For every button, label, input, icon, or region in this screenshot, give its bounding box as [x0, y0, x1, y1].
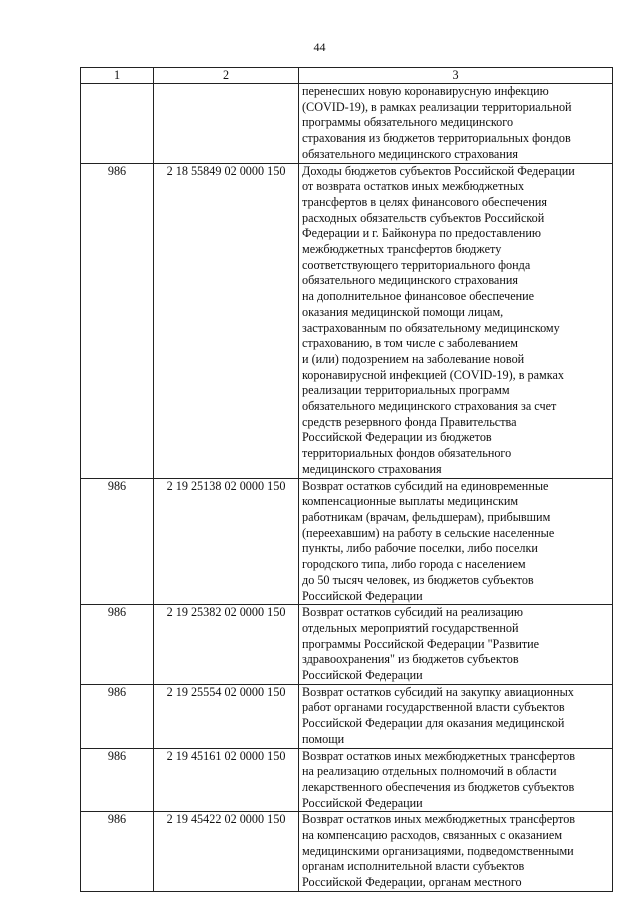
description-line: Российской Федерации [302, 588, 423, 603]
description-line: страхованию, в том числе с заболеванием [302, 336, 519, 351]
column-header-3: 3 [299, 68, 613, 84]
description-line: Российской Федерации, органам местного [302, 875, 522, 890]
admin-code-cell: 986 [81, 478, 154, 605]
admin-code-cell: 986 [81, 748, 154, 812]
description-line: на компенсацию расходов, связанных с оказанием [302, 828, 563, 843]
description-cell [299, 84, 613, 164]
description-line: трансфертов в целях финансового обеспечения [302, 194, 547, 209]
description-line: обязательного медицинского страхования [302, 146, 518, 161]
description-line: на реализацию отдельных полномочий в области [302, 764, 557, 779]
table-header-row [81, 68, 613, 84]
description-line: территориальных фондов обязательного [302, 446, 512, 461]
column-header-1: 1 [81, 68, 154, 84]
description-line: расходных обязательств субъектов Российской [302, 210, 545, 225]
budget-code-table [80, 67, 613, 892]
description-line: обязательного медицинского страхования за счет [302, 399, 557, 414]
admin-code-cell: 986 [81, 812, 154, 892]
budget-classification-code-cell [154, 84, 299, 164]
table-row [81, 605, 613, 685]
table-row [81, 748, 613, 812]
description-line: на дополнительное финансовое обеспечение [302, 289, 535, 304]
description-line: Возврат остатков субсидий на реализацию [302, 605, 523, 620]
description-line: работникам (врачам, фельдшерам), прибывшим [302, 509, 551, 524]
description-line: Российской Федерации [302, 795, 423, 810]
description-line: медицинского страхования [302, 461, 442, 476]
description-line: пункты, либо рабочие поселки, либо поселки [302, 541, 538, 556]
description-line: работ органами государственной власти субъектов [302, 700, 565, 715]
description-line: компенсационные выплаты медицинским [302, 494, 519, 509]
admin-code-cell: 986 [81, 605, 154, 685]
table-row [81, 163, 613, 478]
description-line: застрахованным по обязательному медицинскому [302, 320, 560, 335]
page-number: 44 [313, 40, 326, 54]
description-line: Доходы бюджетов субъектов Российской Федерации [302, 163, 575, 178]
description-line: Возврат остатков субсидий на единовременные [302, 478, 549, 493]
budget-classification-code-cell: 2 18 55849 02 0000 150 [154, 163, 299, 478]
description-line: перенесших новую коронавирусную инфекцию [302, 84, 549, 98]
description-line: соответствующего территориального фонда [302, 257, 531, 272]
description-line: городского типа, либо города с населением [302, 557, 526, 572]
description-cell [299, 605, 613, 685]
description-line: до 50 тысяч человек, из бюджетов субъектов [302, 572, 534, 587]
description-line: Российской Федерации из бюджетов [302, 430, 492, 445]
description-line: оказания медицинской помощи лицам, [302, 304, 504, 319]
description-line: Возврат остатков иных межбюджетных трансфертов [302, 748, 576, 763]
description-line: реализации территориальных программ [302, 383, 510, 398]
description-cell [299, 478, 613, 605]
budget-classification-code-cell: 2 19 25138 02 0000 150 [154, 478, 299, 605]
description-line: (COVID-19), в рамках реализации территориальной [302, 99, 572, 114]
description-line: программы обязательного медицинского [302, 115, 514, 130]
description-line: межбюджетных трансфертов бюджету [302, 242, 502, 257]
description-cell [299, 748, 613, 812]
description-cell [299, 812, 613, 892]
description-line: Возврат остатков субсидий на закупку авиационных [302, 684, 574, 699]
budget-classification-code-cell: 2 19 45422 02 0000 150 [154, 812, 299, 892]
table-row [81, 478, 613, 605]
description-line: от возврата остатков иных межбюджетных [302, 179, 525, 194]
description-line: отдельных мероприятий государственной [302, 620, 519, 635]
description-line: Возврат остатков иных межбюджетных трансфертов [302, 812, 576, 827]
description-cell [299, 684, 613, 748]
description-line: помощи [302, 731, 345, 746]
description-line: и (или) подозрением на заболевание новой [302, 351, 525, 366]
description-line: обязательного медицинского страхования [302, 273, 518, 288]
description-line: органам исполнительной власти субъектов [302, 859, 525, 874]
admin-code-cell: 986 [81, 684, 154, 748]
description-line: Российской Федерации [302, 668, 423, 683]
description-line: медицинскими организациями, подведомственными [302, 843, 574, 858]
table-row [81, 684, 613, 748]
description-line: Российской Федерации для оказания медицинской [302, 716, 565, 731]
description-line: лекарственного обеспечения из бюджетов субъектов [302, 779, 575, 794]
column-header-2: 2 [154, 68, 299, 84]
description-line: (переехавшим) на работу в сельские населенные [302, 525, 555, 540]
description-line: программы Российской Федерации "Развитие [302, 636, 540, 651]
description-line: средств резервного фонда Правительства [302, 414, 517, 429]
table-row [81, 812, 613, 892]
budget-classification-code-cell: 2 19 25554 02 0000 150 [154, 684, 299, 748]
description-line: страхования из бюджетов территориальных фондов [302, 131, 571, 146]
admin-code-cell: 986 [81, 163, 154, 478]
budget-classification-code-cell: 2 19 45161 02 0000 150 [154, 748, 299, 812]
budget-classification-code-cell: 2 19 25382 02 0000 150 [154, 605, 299, 685]
description-line: коронавирусной инфекцией (COVID-19), в рамках [302, 367, 565, 382]
admin-code-cell [81, 84, 154, 164]
table-row [81, 84, 613, 164]
description-line: здравоохранения" из бюджетов субъектов [302, 652, 519, 667]
description-cell [299, 163, 613, 478]
description-line: Федерации и г. Байконура по предоставлению [302, 226, 542, 241]
